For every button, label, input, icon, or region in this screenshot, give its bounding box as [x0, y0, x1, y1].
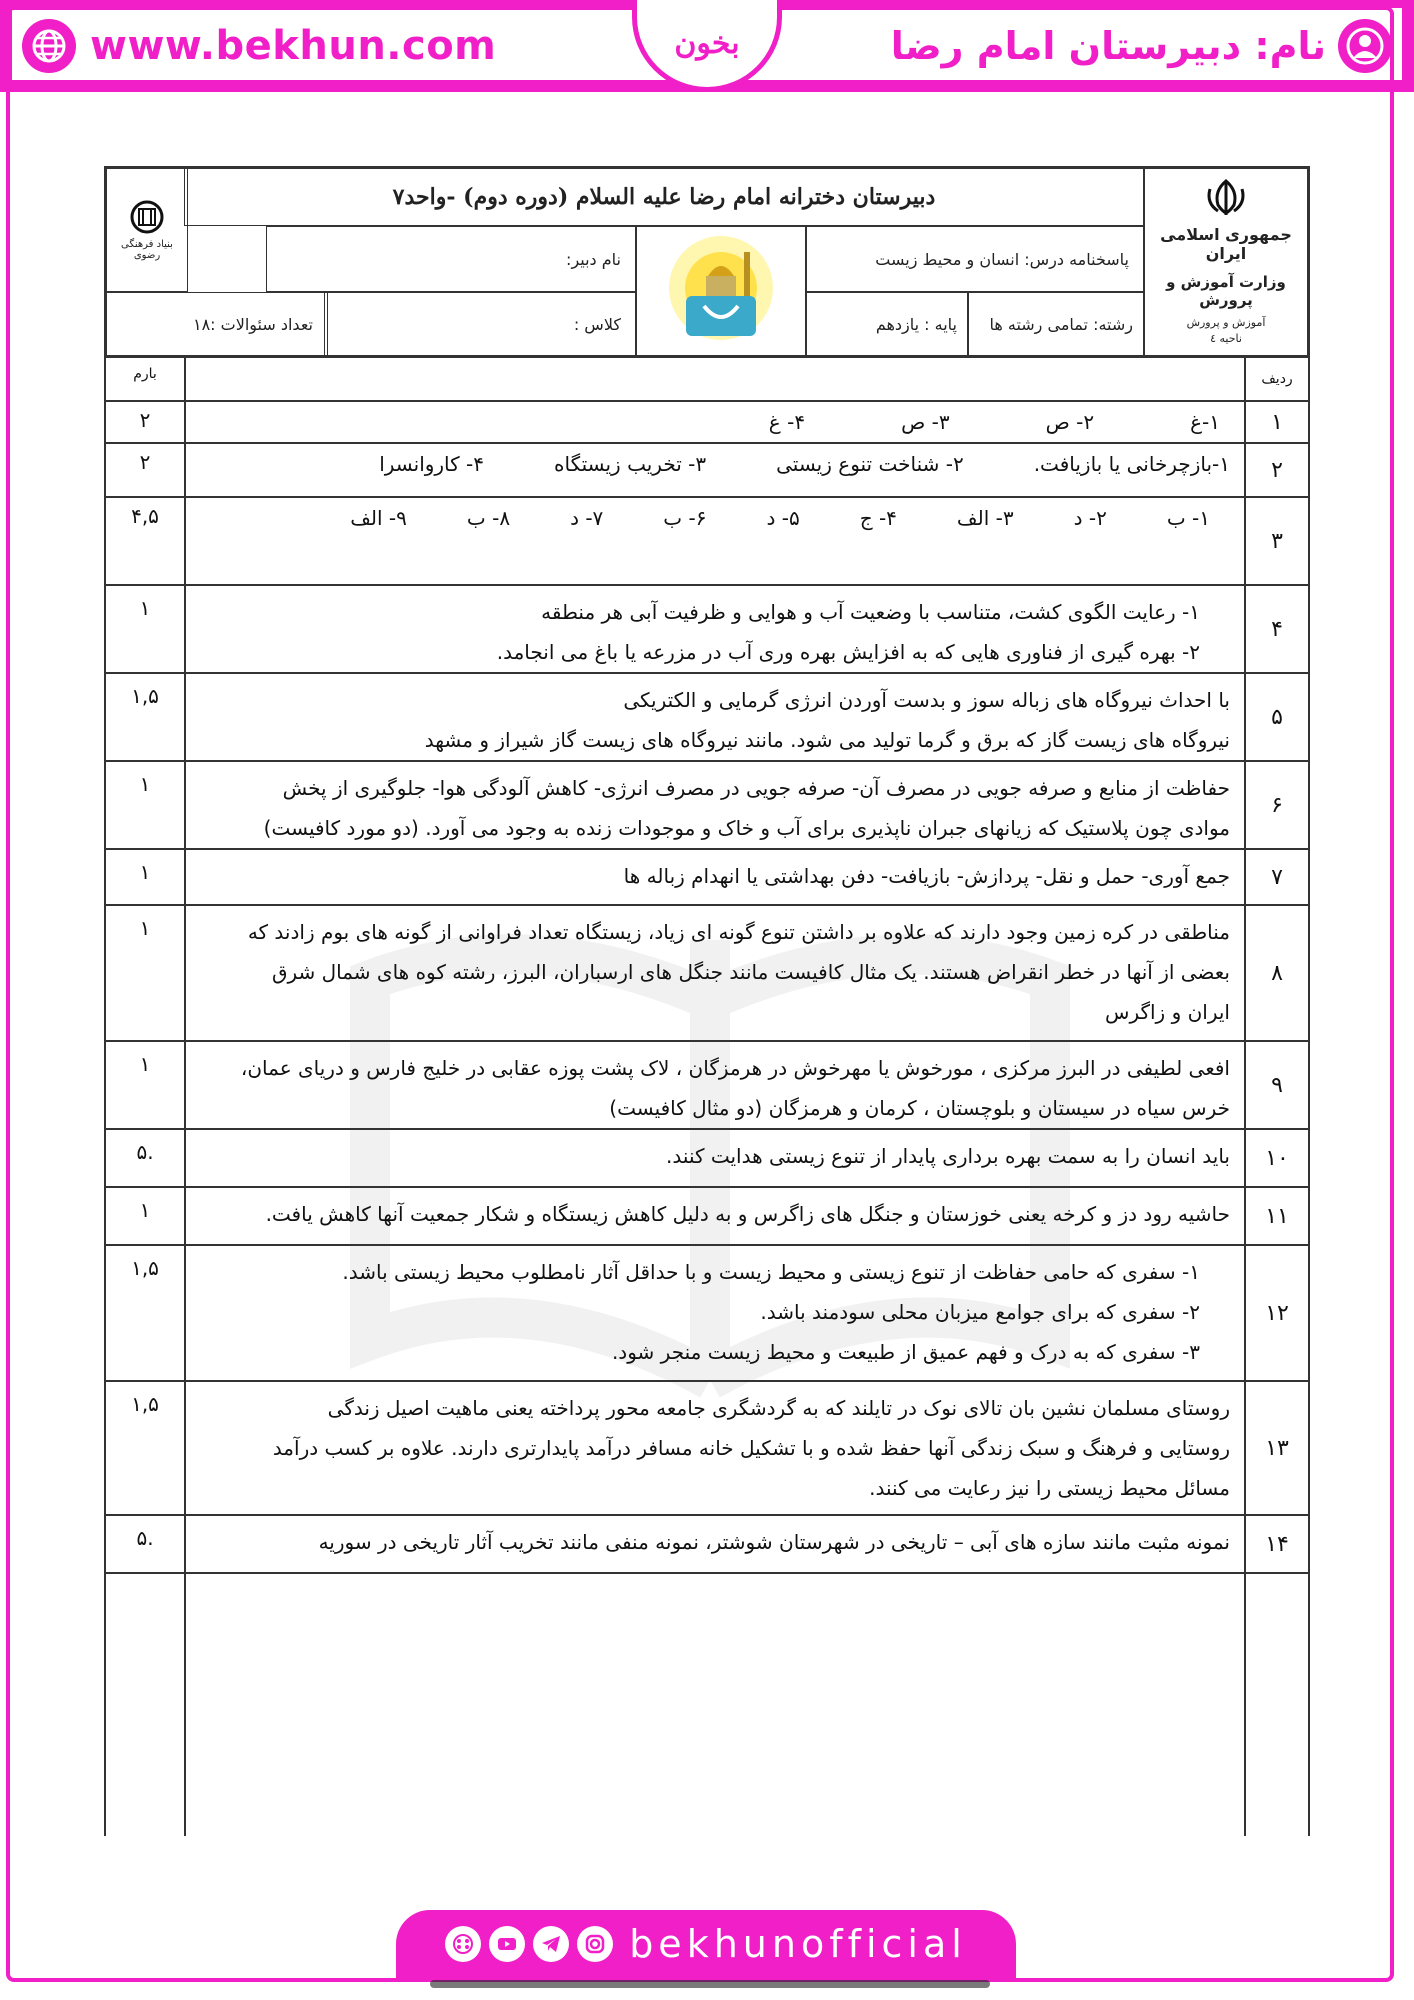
answer-item: ۴- ج: [859, 506, 897, 530]
answer-row-7: [104, 850, 1310, 906]
col-body-header: [186, 358, 1244, 400]
answer-line: روستایی و فرهنگ و سبک زندگی آنها حفظ شده و با تشکیل خانه مسافر درآمد پایدارتری دارند. علاوه بر کسب درآمد: [272, 1436, 1230, 1460]
answer-item: ۲- شناخت تنوع زیستی: [776, 452, 964, 476]
aparat-icon[interactable]: [445, 1926, 481, 1962]
exam-header: [104, 166, 1310, 358]
social-handle[interactable]: bekhunofficial: [629, 1922, 967, 1966]
row-body: [186, 1188, 1244, 1244]
empty-row: [104, 1574, 1310, 1836]
row-score: .۵: [104, 1516, 186, 1572]
country-label: جمهوری اسلامی ایران: [1160, 225, 1292, 263]
answer-item: ۳- ص: [901, 410, 950, 434]
answer-row-5: [104, 674, 1310, 762]
ministry-label: وزارت آموزش و پرورش: [1166, 273, 1286, 309]
row-score: ۱,۵: [104, 1246, 186, 1380]
col-row-header: ردیف: [1244, 358, 1310, 400]
answer-row-12: [104, 1246, 1310, 1382]
school-title-cell: [184, 168, 1144, 226]
answer-line: با احداث نیروگاه های زباله سوز و بدست آوردن انرژی گرمایی و الکتریکی: [623, 688, 1230, 712]
row-number: ۶: [1244, 762, 1310, 848]
foundation-logo-icon: [127, 199, 167, 235]
answer-item: ۹- الف: [350, 506, 407, 530]
globe-icon: [22, 19, 76, 73]
row-number: ۵: [1244, 674, 1310, 760]
answer-options: [200, 444, 1230, 484]
row-number: ۱۴: [1244, 1516, 1310, 1572]
answer-item: ۴- کاروانسرا: [379, 452, 484, 476]
answer-row-1: [104, 402, 1310, 444]
answer-row-13: [104, 1382, 1310, 1516]
answer-line: مسائل محیط زیستی را نیز رعایت می کنند.: [869, 1476, 1230, 1500]
answer-line: بعضی از آنها در خطر انقراض هستند. یک مثال کافیست مانند جنگل های ارسباران، البرز، رشته کوه های شمال شرق: [271, 960, 1230, 984]
answer-item: ۱- ب: [1166, 506, 1210, 530]
answer-row-9: [104, 1042, 1310, 1130]
banner-shadow: [430, 1980, 990, 1988]
col-score-header: بارم: [104, 358, 186, 400]
youtube-icon[interactable]: [489, 1926, 525, 1962]
answer-line: ۱- سفری که حامی حفاظت از تنوع زیستی و محیط زیست و با حداقل آثار نامطلوب محیط زیستی باشد.: [342, 1260, 1200, 1284]
field-label: رشته: تمامی رشته ها: [989, 314, 1133, 334]
social-icons: [445, 1926, 613, 1962]
grade-cell: [806, 292, 968, 356]
row-number: ۷: [1244, 850, 1310, 904]
row-number: ۱۳: [1244, 1382, 1310, 1514]
row-score: .۵: [104, 1130, 186, 1186]
instagram-icon[interactable]: [577, 1926, 613, 1962]
row-body: [186, 1516, 1244, 1572]
answer-line: نمونه مثبت مانند سازه های آبی – تاریخی در شهرستان شوشتر، نمونه منفی مانند تخریب آثار تاریخی در سوریه: [318, 1530, 1230, 1554]
row-body: [186, 1130, 1244, 1186]
answer-line: ۲- سفری که برای جوامع میزبان محلی سودمند باشد.: [760, 1300, 1200, 1324]
row-body: [186, 762, 1244, 848]
row-score: ۱: [104, 1188, 186, 1244]
answer-row-6: [104, 762, 1310, 850]
answer-item: ۷- د: [570, 506, 604, 530]
school-name-banner: [891, 16, 1392, 76]
count-cell: [106, 292, 328, 356]
field-cell: [968, 292, 1144, 356]
answer-row-2: [104, 444, 1310, 498]
site-url[interactable]: www.bekhun.com: [90, 23, 497, 69]
row-body: [186, 402, 1244, 442]
logo-text: بخون: [674, 26, 740, 61]
row-body: [186, 1382, 1244, 1514]
social-banner[interactable]: [396, 1910, 1016, 1978]
answer-line: روستای مسلمان نشین بان تالای نوک در تایلند که به گردشگری جامعه محور پرداخته یعنی ماهیت اصیل زندگی: [327, 1396, 1230, 1420]
row-score: ۱: [104, 586, 186, 672]
row-number: ۲: [1244, 444, 1310, 496]
row-number: ۱: [1244, 402, 1310, 442]
row-score: ۴,۵: [104, 498, 186, 584]
teacher-label: نام دبیر:: [566, 249, 621, 269]
row-number: ۴: [1244, 586, 1310, 672]
answer-line: ایران و زاگرس: [1105, 1000, 1230, 1024]
row-number: ۸: [1244, 906, 1310, 1040]
answer-options: [200, 402, 1230, 442]
row-score-empty: [104, 1574, 186, 1836]
row-score: ۲: [104, 402, 186, 442]
answer-row-8: [104, 906, 1310, 1042]
question-count: تعداد سئوالات :۱۸: [192, 314, 313, 334]
answer-options: [200, 498, 1230, 538]
answer-item: ۱-بازچرخانی یا بازیافت.: [1033, 452, 1230, 476]
answer-row-14: [104, 1516, 1310, 1574]
answer-row-10: [104, 1130, 1310, 1188]
region-label: آموزش و پرورش ناحیه ٤: [1186, 316, 1266, 345]
row-body: [186, 906, 1244, 1040]
answer-line: حاشیه رود دز و کرخه یعنی خوزستان و جنگل های زاگرس و به دلیل کاهش زیستگاه و شکار جمعیت آنها کاهش یافت.: [265, 1202, 1230, 1226]
row-body: [186, 850, 1244, 904]
answer-item: ۵- د: [766, 506, 800, 530]
answer-line: حفاظت از منابع و صرفه جویی در مصرف آن- صرفه جویی در مصرف انرژی- کاهش آلودگی هوا- جلوگیری از پخش: [282, 776, 1230, 800]
row-score: ۱: [104, 762, 186, 848]
shrine-image-cell: [636, 226, 806, 356]
row-number-empty: [1244, 1574, 1310, 1836]
foundation-cell: [106, 168, 188, 292]
answer-line: خرس سیاه در سیستان و بلوچستان ، کرمان و هرمزگان (دو مثال کافیست): [609, 1096, 1230, 1120]
grade-label: پایه : یازدهم: [875, 314, 957, 334]
iran-emblem-icon: [1145, 177, 1307, 221]
answer-line: افعی لطیفی در البرز مرکزی ، مورخوش یا مهرخوش در هرمزگان ، لاک پشت پوزه عقابی در خلیج فارس و دریای عمان،: [240, 1056, 1230, 1080]
answer-item: ۸- ب: [466, 506, 511, 530]
row-body: [186, 586, 1244, 672]
row-body: [186, 1042, 1244, 1128]
answer-item: ۶- ب: [663, 506, 707, 530]
answer-row-3: [104, 498, 1310, 586]
row-score: ۱,۵: [104, 674, 186, 760]
course-cell: [806, 226, 1144, 292]
row-score: ۱: [104, 906, 186, 1040]
row-number: ۱۱: [1244, 1188, 1310, 1244]
answer-row-4: [104, 586, 1310, 674]
answer-item: ۲- د: [1073, 506, 1107, 530]
school-title: دبیرستان دخترانه امام رضا علیه السلام (دوره دوم) -واحد۷: [392, 184, 936, 210]
answer-line: ۱- رعایت الگوی کشت، متناسب با وضعیت آب و هوایی و ظرفیت آبی هر منطقه: [541, 600, 1200, 624]
class-label: کلاس :: [573, 314, 621, 334]
answer-line: مناطقی در کره زمین وجود دارند که علاوه بر داشتن تنوع گونه ای زیاد، زیستگاه تعداد فراوانی از گونه های بوم زادند که: [247, 920, 1230, 944]
row-body: [186, 674, 1244, 760]
foundation-label: بنیاد فرهنگی رضوی: [121, 239, 173, 261]
row-score: ۱: [104, 850, 186, 904]
answer-line: ۳- سفری که به درک و فهم عمیق از طبیعت و محیط زیست منجر شود.: [611, 1340, 1200, 1364]
row-body: [186, 498, 1244, 584]
answer-line: باید انسان را به سمت بهره برداری پایدار از تنوع زیستی هدایت کنند.: [666, 1144, 1230, 1168]
answer-line: ۲- بهره گیری از فناوری هایی که به افزایش بهره وری آب در مزرعه یا باغ می انجامد.: [496, 640, 1200, 664]
row-number: ۹: [1244, 1042, 1310, 1128]
answer-item: ۲- ص: [1045, 410, 1095, 434]
row-number: ۱۰: [1244, 1130, 1310, 1186]
row-number: ۱۲: [1244, 1246, 1310, 1380]
answer-item: ۳- تخریب زیستگاه: [554, 452, 707, 476]
answer-item: ۴- غ: [768, 410, 806, 434]
shrine-image-icon: [646, 232, 796, 350]
answer-line: جمع آوری- حمل و نقل- پردازش- بازیافت- دفن بهداشتی یا انهدام زباله ها: [623, 864, 1230, 888]
class-cell: [324, 292, 636, 356]
row-body: [186, 1246, 1244, 1380]
site-link[interactable]: [22, 16, 496, 76]
row-score: ۱,۵: [104, 1382, 186, 1514]
school-name-text: نام: دبیرستان امام رضا: [890, 24, 1326, 68]
telegram-icon[interactable]: [533, 1926, 569, 1962]
user-icon: [1338, 19, 1392, 73]
answer-item: ۱-غ: [1190, 410, 1220, 434]
row-score: ۱: [104, 1042, 186, 1128]
row-score: ۲: [104, 444, 186, 496]
row-number: ۳: [1244, 498, 1310, 584]
ministry-cell: [1144, 168, 1308, 356]
answer-row-11: [104, 1188, 1310, 1246]
course-label: پاسخنامه درس: انسان و محیط زیست: [875, 249, 1129, 269]
answer-line: موادی چون پلاستیک که زیانهای جبران ناپذیری برای آب و خاک و موجودات زنده به وجود می آورد. (دو مورد کافیست): [263, 816, 1230, 840]
answer-line: نیروگاه های زیست گاز که برق و گرما تولید می شود. مانند نیروگاه های زیست گاز شیراز و مشهد: [424, 728, 1230, 752]
teacher-cell: [266, 226, 636, 292]
table-header-row: [104, 358, 1310, 402]
row-body: [186, 444, 1244, 496]
answer-item: ۳- الف: [956, 506, 1014, 530]
